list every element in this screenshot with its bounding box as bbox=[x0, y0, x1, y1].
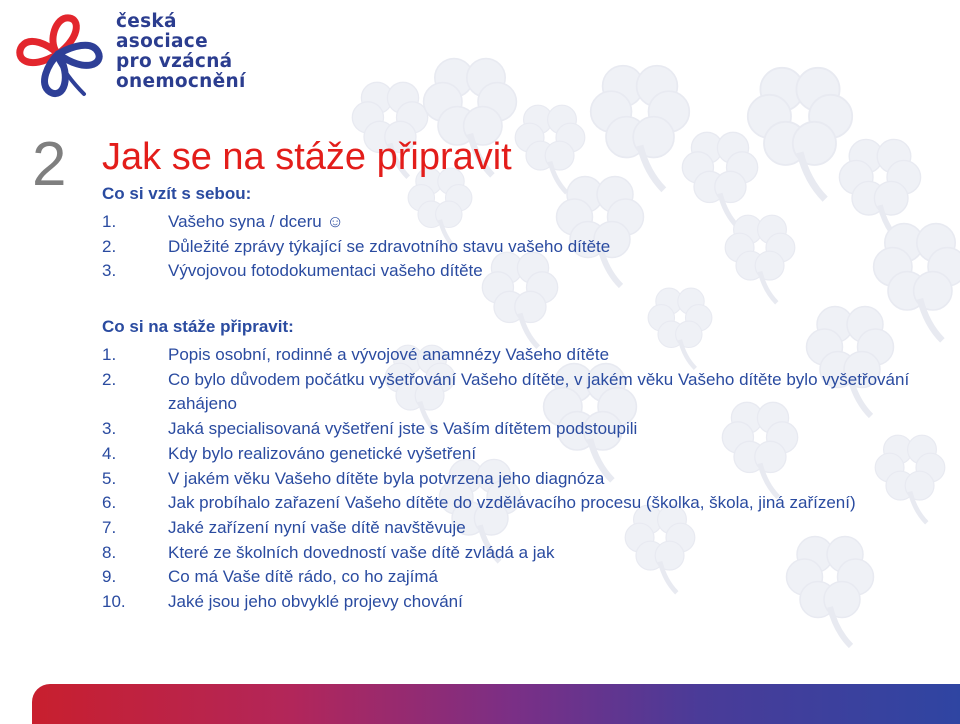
list-item: 7. Jaké zařízení nyní vaše dítě navštěvuje bbox=[102, 517, 466, 537]
list-item: 1. Vašeho syna / dceru ☺ bbox=[102, 212, 344, 231]
logo-line-4: onemocnění bbox=[116, 71, 246, 92]
logo-hearts-icon bbox=[8, 6, 112, 102]
logo-line-3: pro vzácná bbox=[116, 51, 233, 72]
list-item: 5. V jakém věku Vašeho dítěte byla potvrzena jeho diagnóza bbox=[102, 468, 605, 488]
section-heading-bring: Co si vzít s sebou: bbox=[102, 184, 252, 203]
slide-title: Jak se na stáže připravit bbox=[102, 136, 512, 178]
section-heading-prepare: Co si na stáže připravit: bbox=[102, 317, 294, 336]
slide-number: 2 bbox=[32, 130, 67, 199]
bring-list bbox=[102, 210, 958, 284]
footer-gradient-bar bbox=[32, 684, 960, 724]
list-item: 10. Jaké jsou jeho obvyklé projevy chování bbox=[102, 592, 463, 612]
list-item: 4. Kdy bylo realizováno genetické vyšetření bbox=[102, 443, 477, 463]
prepare-list bbox=[102, 343, 958, 615]
logo-wordmark bbox=[116, 12, 246, 92]
list-item: 9. Co má Vaše dítě rádo, co ho zajímá bbox=[102, 567, 438, 587]
list-item: 1. Popis osobní, rodinné a vývojové anamnézy Vašeho dítěte bbox=[102, 345, 610, 364]
list-item: 8. Které ze školních dovedností vaše dítě zvládá a jak bbox=[102, 542, 555, 562]
list-item: 3. Vývojovou fotodokumentaci vašeho dítěte bbox=[102, 261, 483, 281]
logo-line-2: asociace bbox=[116, 31, 208, 52]
list-item: 6. Jak probíhalo zařazení Vašeho dítěte do vzdělávacího procesu (školka, škola, jiná zařízení) bbox=[102, 493, 856, 513]
list-item: 2. Důležité zprávy týkající se zdravotního stavu vašeho dítěte bbox=[102, 236, 611, 256]
list-item: 3. Jaká specialisovaná vyšetření jste s Vaším dítětem podstoupili bbox=[102, 419, 638, 439]
logo-line-1: česká bbox=[116, 11, 177, 32]
list-item: 2. Co bylo důvodem počátku vyšetřování Vašeho dítěte, v jakém věku Vašeho dítěte bylo vyšetřování zahájeno bbox=[102, 369, 910, 414]
